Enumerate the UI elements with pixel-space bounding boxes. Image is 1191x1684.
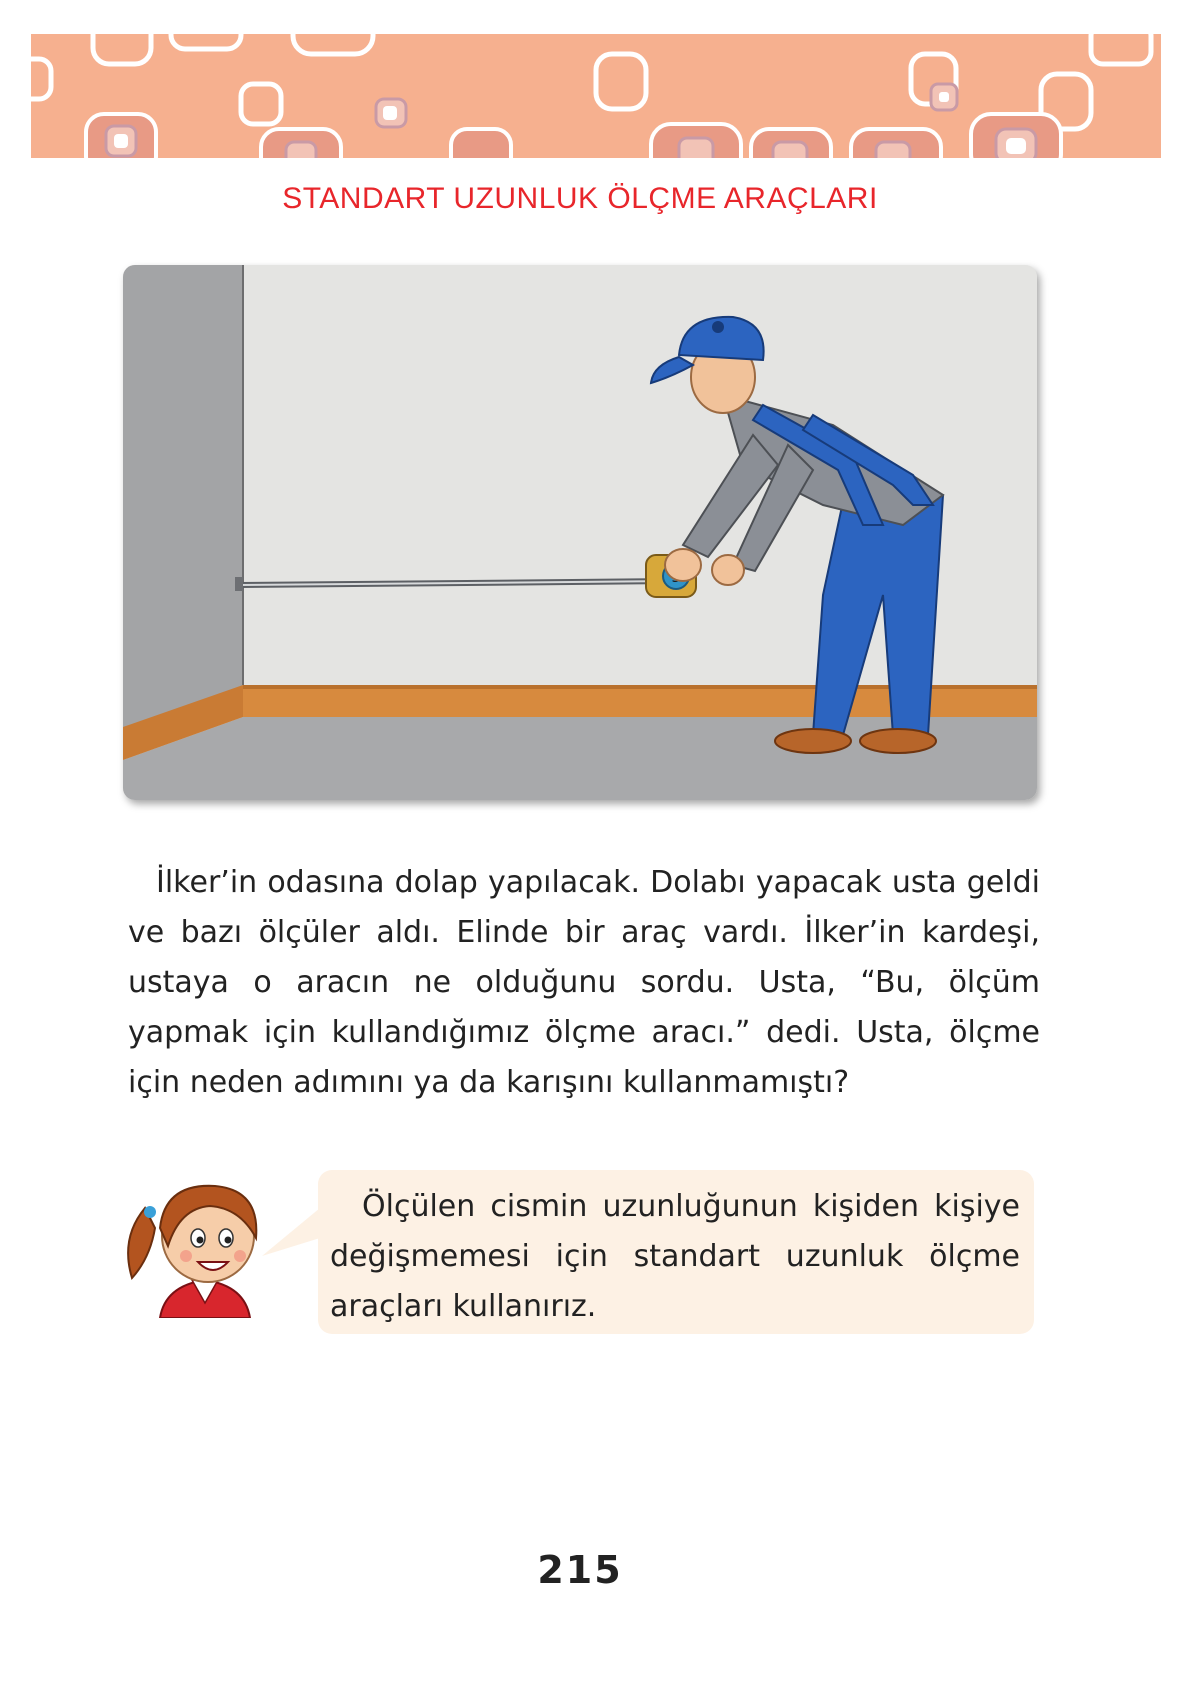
speech-bubble-text: Ölçülen cismin uzunluğunun kişiden kişiye değişmemesi için standart uzunluk ölçme araçları kullanırız. xyxy=(330,1189,1020,1324)
worker-measuring-illustration xyxy=(123,265,1037,800)
decorative-banner xyxy=(31,34,1161,158)
room-scene xyxy=(123,265,1037,800)
page-number: 215 xyxy=(537,1548,623,1592)
story-paragraph: İlker’in odasına dolap yapılacak. Dolabı yapacak usta geldi ve bazı ölçüler aldı. Elinde bir araç vardı. İlker’in kardeşi, ustaya o aracın ne olduğunu sordu. Usta, “Bu, ölçüm yapmak için kullandığımız ölçme aracı.” dedi. Usta, ölçme için neden adımını ya da karışını kullanmamıştı? xyxy=(128,865,1040,1100)
speech-bubble-tail xyxy=(262,1208,322,1262)
page-title: STANDART UZUNLUK ÖLÇME ARAÇLARI xyxy=(282,182,878,215)
retro-squares-pattern xyxy=(31,34,1161,158)
